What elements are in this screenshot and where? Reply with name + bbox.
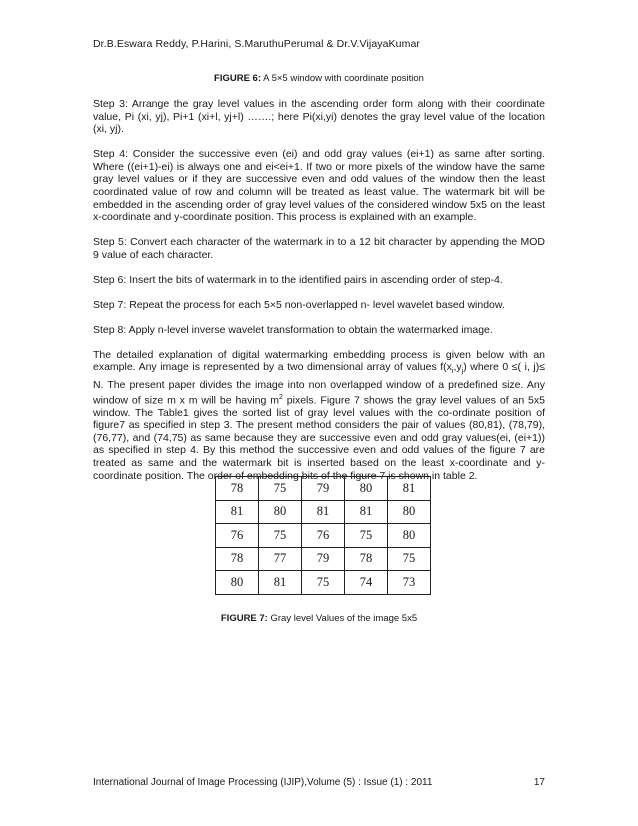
step-4-paragraph: Step 4: Consider the successive even (ei) and odd gray values (ei+1) as same after sorting. Where ((ei+1)-ei) is always one and ei<ei+1. If two or more pixels of the window have the same gray level values or if they are successive even and odd values of the window then the least coordinated value of row and column will be treated as least value. The watermark bit will be embedded in the ascending order of gray level values of the considered window 5x5 on the least x-coordinate and y-coordinate position. This process is explained with an example. <box>93 148 545 224</box>
step-6-paragraph: Step 6: Insert the bits of watermark in to the identified pairs in ascending order of step-4. <box>93 273 503 286</box>
table-cell: 78 <box>345 547 388 571</box>
table-cell: 75 <box>388 547 431 571</box>
table-cell: 75 <box>259 524 302 548</box>
table-cell: 81 <box>216 500 259 524</box>
table-cell: 78 <box>216 477 259 501</box>
table-row <box>216 500 431 524</box>
table-cell: 75 <box>302 571 345 595</box>
table-cell: 80 <box>216 571 259 595</box>
table-cell: 75 <box>345 524 388 548</box>
table-cell: 75 <box>259 477 302 501</box>
table-cell: 80 <box>259 500 302 524</box>
figure-7-text: Gray level Values of the image 5x5 <box>267 613 418 624</box>
page-footer <box>93 777 545 788</box>
page-number: 17 <box>533 777 545 788</box>
figure-6-caption <box>0 73 638 84</box>
table-cell: 80 <box>345 477 388 501</box>
step-8-paragraph: Step 8: Apply n-level inverse wavelet transformation to obtain the watermarked image. <box>93 323 493 336</box>
subscript-j: j <box>461 368 464 376</box>
step-3-paragraph: Step 3: Arrange the gray level values in the ascending order form along with their coordinate value, Pi (xi, yj), Pi+1 (xi+l, yj+l) …….; here Pi(xi,yi) denotes the gray level value of the location (xi, yj). <box>93 98 545 136</box>
figure-6-text: A 5×5 window with coordinate position <box>261 73 424 84</box>
table-cell: 81 <box>388 477 431 501</box>
explanation-text-1: The detailed explanation of digital watermarking embedding process is given below with an example. Any image is represented by a two dimensional array of values f(x <box>93 348 545 374</box>
footer-journal: International Journal of Image Processing (IJIP),Volume (5) : Issue (1) : 2011 <box>93 777 433 788</box>
table-cell: 77 <box>259 547 302 571</box>
table-cell: 74 <box>345 571 388 595</box>
table-row <box>216 571 431 595</box>
main-body <box>93 98 545 495</box>
table-cell: 81 <box>345 500 388 524</box>
explanation-text-2: ) where 0 ≤( i, j)≤ N. The present paper divides the image into non overlapped window of a predefined size. Any window of size m x m will be having m <box>93 361 545 407</box>
step-7-paragraph: Step 7: Repeat the process for each 5×5 non-overlapped n- level wavelet based window. <box>93 298 505 311</box>
superscript-2: 2 <box>279 393 283 401</box>
figure-6-label: FIGURE 6: <box>214 73 262 84</box>
table-cell: 80 <box>388 500 431 524</box>
table-cell: 81 <box>302 500 345 524</box>
explanation-text-y: ,y <box>453 361 462 374</box>
step-5-paragraph: Step 5: Convert each character of the watermark in to a 12 bit character by appending the MOD 9 value of each character. <box>93 236 545 261</box>
explanation-paragraph <box>93 349 545 483</box>
table-cell: 76 <box>302 524 345 548</box>
table-cell: 81 <box>259 571 302 595</box>
table-cell: 73 <box>388 571 431 595</box>
table-cell: 78 <box>216 547 259 571</box>
table-row <box>216 524 431 548</box>
figure-7-label: FIGURE 7: <box>220 613 268 624</box>
table-cell: 79 <box>302 547 345 571</box>
gray-level-table <box>215 476 431 595</box>
explanation-text-3: pixels. Figure 7 shows the gray level values of an 5x5 window. The Table1 gives the sorted list of gray level values with the co-ordinate position of figure7 as specified in step 3. The present method considers the pair of values (80,81), (78,79),(76,77), and (74,75) as same because they are successive even and odd gray values(ei, (ei+1)) as specified in step 4. By this method the successive even and odd values of the figure 7 are treated as same and the watermark bit is inserted based on the least x-coordinate and y-coordinate position. The order of embedding bits of the figure 7 is shown in table 2. <box>93 394 545 482</box>
running-header-authors: Dr.B.Eswara Reddy, P.Harini, S.MaruthuPerumal & Dr.V.VijayaKumar <box>93 38 420 50</box>
table-row <box>216 547 431 571</box>
subscript-i: i <box>451 368 454 376</box>
figure-7-caption <box>0 613 638 624</box>
table-row <box>216 477 431 501</box>
table-cell: 79 <box>302 477 345 501</box>
table-cell: 80 <box>388 524 431 548</box>
table-cell: 76 <box>216 524 259 548</box>
